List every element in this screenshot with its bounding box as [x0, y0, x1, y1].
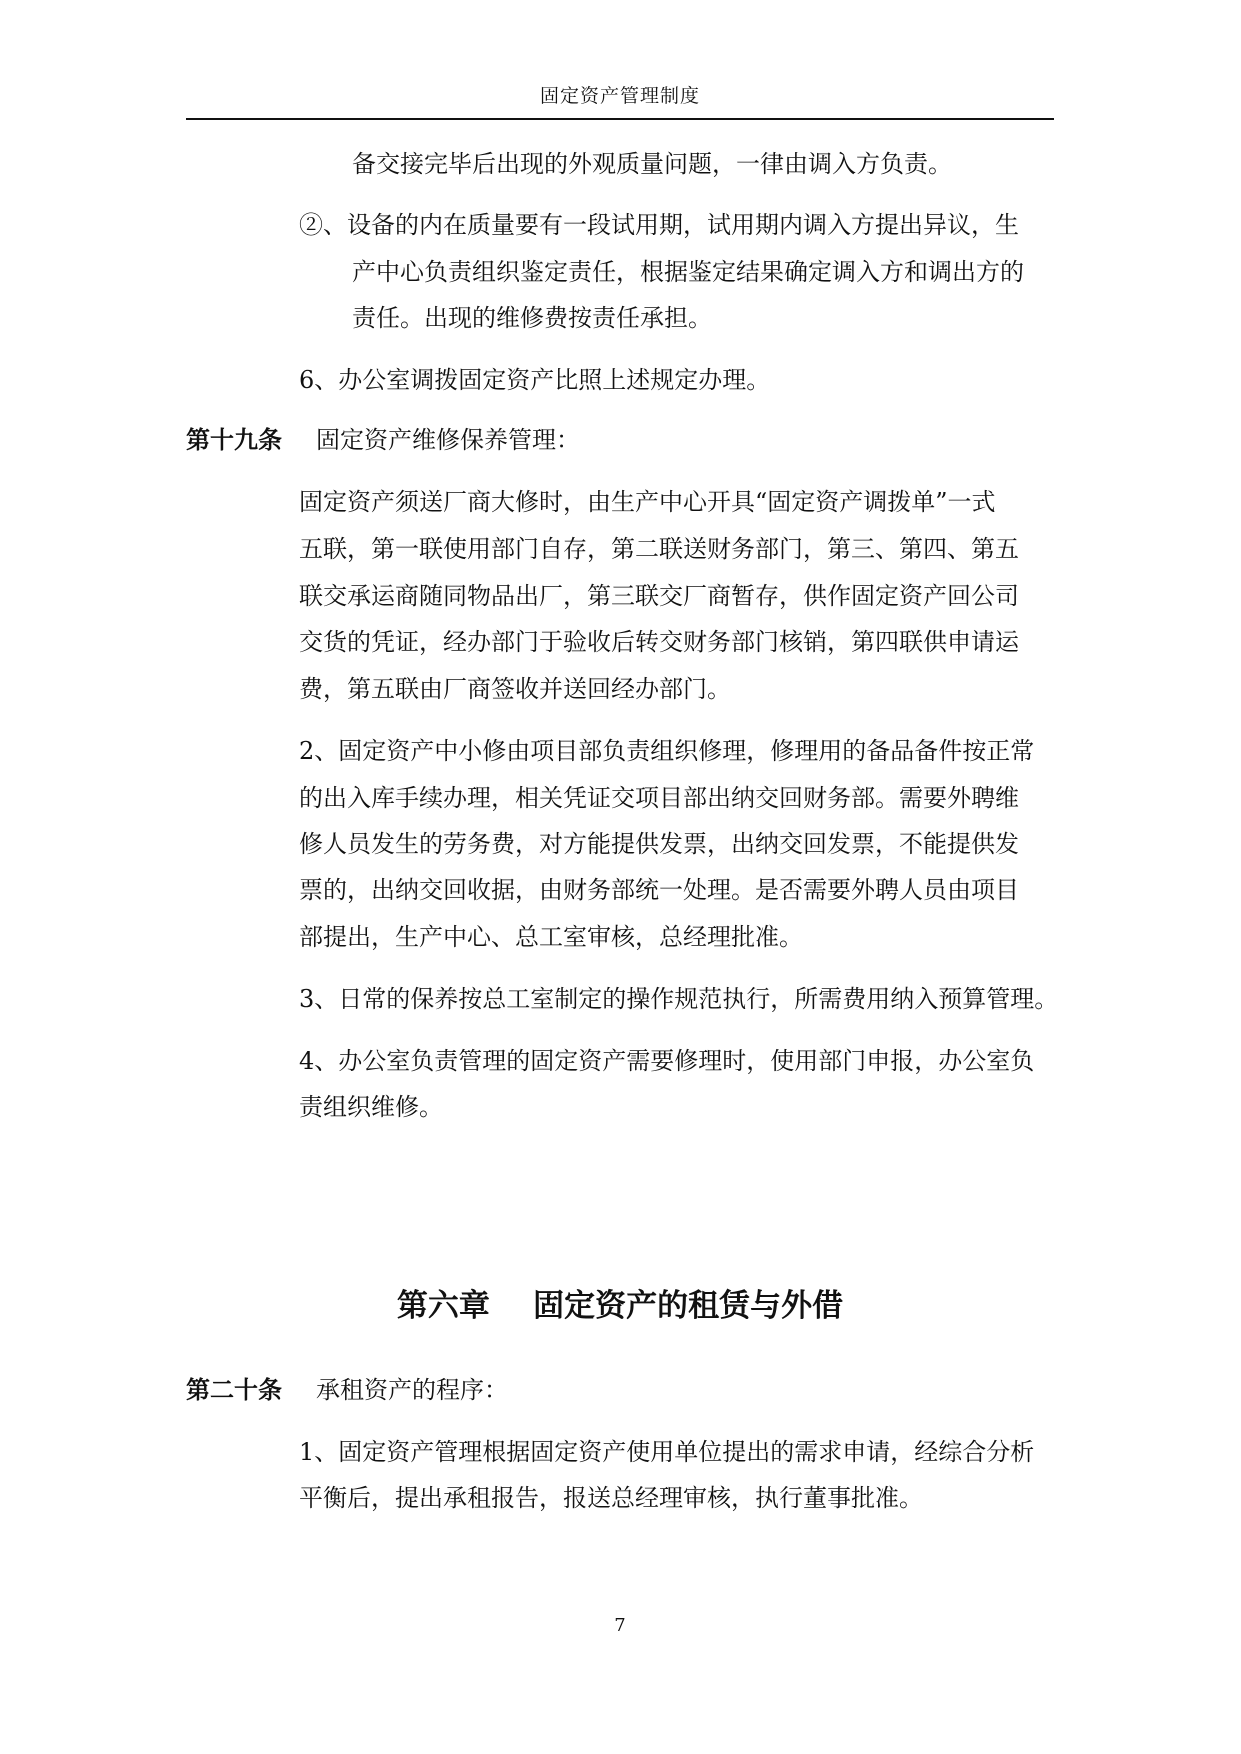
article-title: 固定资产维修保养管理：: [316, 426, 580, 454]
header-title: 固定资产管理制度: [539, 85, 700, 107]
text-line: 的出入库手续办理，相关凭证交项目部出纳交回财务部。需要外聘维: [299, 784, 1019, 812]
text-line: 责任。出现的维修费按责任承担。: [352, 304, 712, 332]
article-title: 承租资产的程序：: [316, 1376, 508, 1404]
text-line: 1、固定资产管理根据固定资产使用单位提出的需求申请，经综合分析: [299, 1438, 1035, 1466]
text-line: 2、固定资产中小修由项目部负责组织修理，修理用的备品备件按正常: [299, 737, 1035, 765]
text-line: 6、办公室调拨固定资产比照上述规定办理。: [299, 366, 771, 394]
text-line: 责组织维修。: [299, 1093, 443, 1121]
text-line: 交货的凭证，经办部门于验收后转交财务部门核销，第四联供申请运: [299, 628, 1019, 656]
article-label: 第十九条: [186, 425, 282, 454]
article-label: 第二十条: [186, 1375, 282, 1404]
text-line: 备交接完毕后出现的外观质量问题，一律由调入方负责。: [352, 150, 952, 178]
text-line: 五联，第一联使用部门自存，第二联送财务部门，第三、第四、第五: [299, 535, 1019, 563]
chapter-title: 第六章 固定资产的租赁与外借: [396, 1288, 844, 1324]
header-rule: [186, 118, 1054, 120]
text-line: 票的，出纳交回收据，由财务部统一处理。是否需要外聘人员由项目: [299, 876, 1019, 904]
text-line: ②、设备的内在质量要有一段试用期，试用期内调入方提出异议，生: [299, 211, 1019, 239]
page-number: 7: [614, 1615, 626, 1636]
text-line: 修人员发生的劳务费，对方能提供发票，出纳交回发票，不能提供发: [299, 830, 1019, 858]
text-line: 费，第五联由厂商签收并送回经办部门。: [299, 675, 731, 703]
text-line: 联交承运商随同物品出厂，第三联交厂商暂存，供作固定资产回公司: [299, 582, 1019, 610]
text-line: 3、日常的保养按总工室制定的操作规范执行，所需费用纳入预算管理。: [299, 985, 1059, 1013]
text-line: 部提出，生产中心、总工室审核，总经理批准。: [299, 923, 803, 951]
text-line: 平衡后，提出承租报告，报送总经理审核，执行董事批准。: [299, 1484, 923, 1512]
text-line: 产中心负责组织鉴定责任，根据鉴定结果确定调入方和调出方的: [352, 258, 1024, 286]
text-line: 4、办公室负责管理的固定资产需要修理时，使用部门申报，办公室负: [299, 1047, 1035, 1075]
text-line: 固定资产须送厂商大修时，由生产中心开具“固定资产调拨单”一式: [299, 488, 996, 516]
